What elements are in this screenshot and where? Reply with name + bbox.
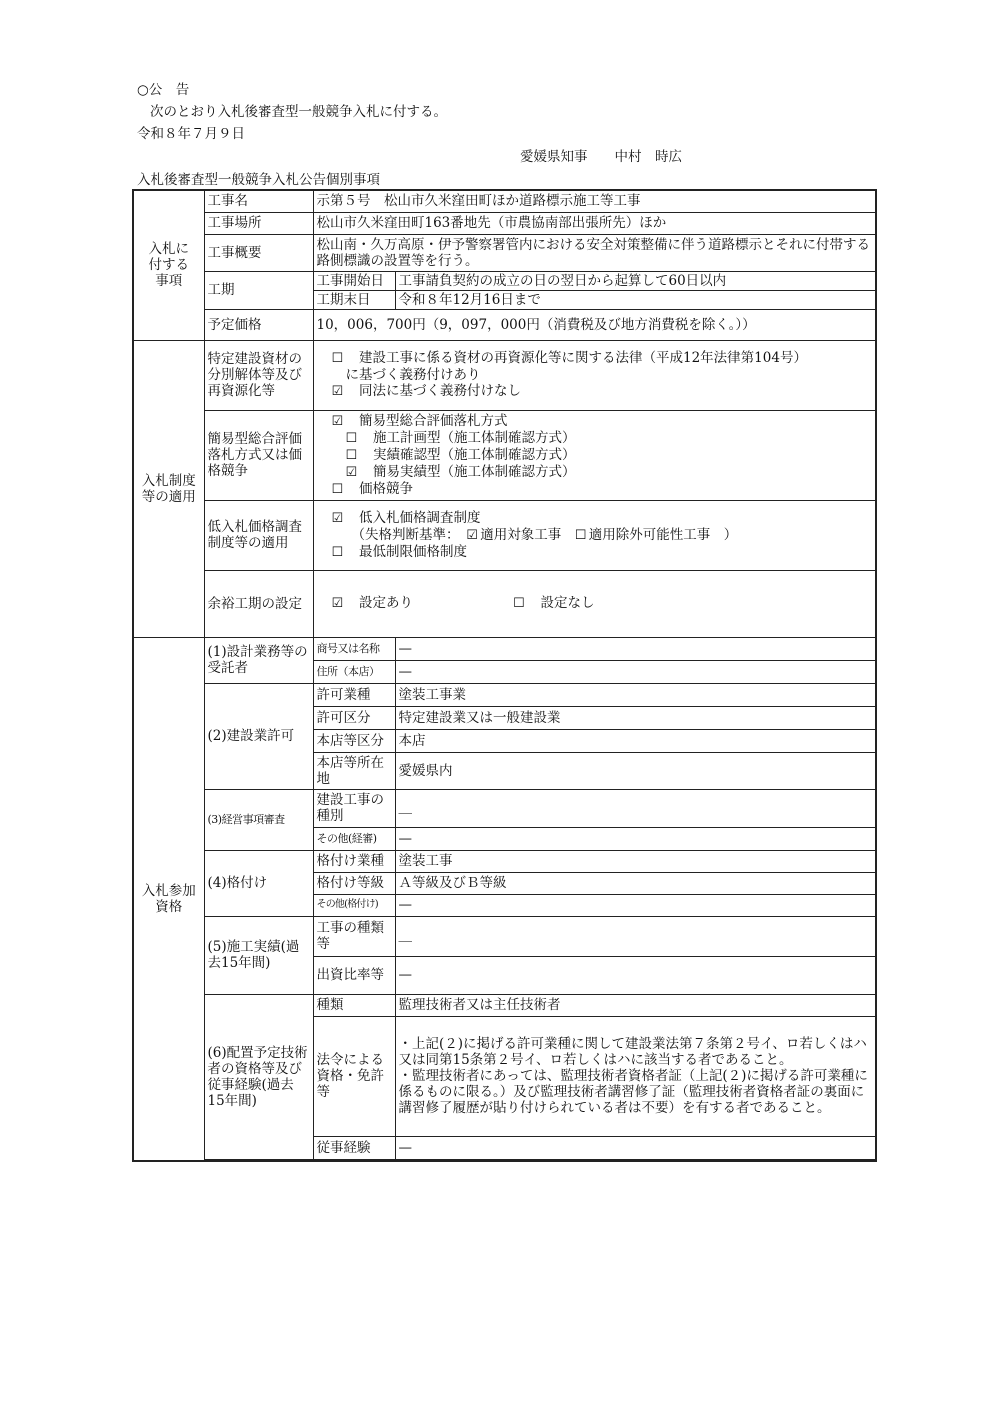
- issuer-name: 愛媛県知事 中村 時広: [520, 149, 682, 165]
- label-spare-period: 余裕工期の設定: [204, 570, 313, 637]
- value-office-class: 本店: [395, 729, 876, 752]
- table-row: [133, 271, 876, 290]
- label-construction-overview: 工事概要: [204, 234, 313, 271]
- label-experience: 従事経験: [313, 1136, 395, 1159]
- table-row: [133, 500, 876, 570]
- value-construction-overview: 松山南・久万高原・伊予警察署管内における安全対策整備に伴う道路標示とそれに付帯する路側標識の設置等を行う。: [313, 234, 876, 271]
- checkbox-checked-icon: ☑: [466, 527, 478, 543]
- table-row: [133, 234, 876, 271]
- table-row: [133, 916, 876, 956]
- table-row: [133, 850, 876, 872]
- label-rating-type: 格付け業種: [313, 850, 395, 872]
- label-track-record: (5)施工実績(過去15年間): [204, 916, 313, 994]
- value-address: —: [395, 660, 876, 683]
- table-row: [133, 190, 876, 212]
- value-rating-type: 塗装工事: [395, 850, 876, 872]
- table-row: [133, 789, 876, 827]
- label-rating-other: その他(格付け): [313, 894, 395, 916]
- category-qualification: 入札参加資格: [133, 637, 204, 1161]
- checkbox-checked-icon: ☑: [331, 413, 344, 429]
- label-rating-grade: 格付け等級: [313, 872, 395, 894]
- table-row: [133, 309, 876, 340]
- label-engineer: (6)配置予定技術者の資格等及び従事経験(過去15年間): [204, 994, 313, 1159]
- checkbox-empty-icon: ☐: [513, 596, 525, 611]
- checkbox-empty-icon: ☐: [331, 544, 344, 560]
- checkbox-empty-icon: ☐: [345, 430, 358, 446]
- label-start-date: 工事開始日: [313, 271, 395, 290]
- checkbox-checked-icon: ☑: [345, 464, 358, 480]
- value-low-bid-system: ☑ 低入札価格調査制度 （失格判断基準： ☑ 適用対象工事 ☐ 適用除外可能性工事 ） ☐ 最低制限価格制度: [313, 500, 876, 570]
- value-end-date: 令和８年12月16日まで: [395, 290, 876, 309]
- label-recycling: 特定建設資材の分別解体等及び再資源化等: [204, 340, 313, 410]
- value-construction-name: 示第５号 松山市久米窪田町ほか道路標示施工等工事: [313, 190, 876, 212]
- checkbox-empty-icon: ☐: [331, 481, 344, 497]
- table-row: [133, 637, 876, 660]
- value-construction-place: 松山市久米窪田町163番地先（市農協南部出張所先）ほか: [313, 212, 876, 234]
- checkbox-checked-icon: ☑: [331, 510, 344, 526]
- table-row-spacer: [133, 1159, 876, 1161]
- table-row: [133, 570, 876, 637]
- value-investment-ratio: —: [395, 956, 876, 994]
- notice-heading: ○公 告: [137, 82, 190, 98]
- label-design-contractor: (1)設計業務等の受託者: [204, 637, 313, 683]
- label-address: 住所（本店）: [313, 660, 395, 683]
- label-planned-price: 予定価格: [204, 309, 313, 340]
- value-other-review: —: [395, 827, 876, 850]
- value-engineer-kind: 監理技術者又は主任技術者: [395, 994, 876, 1016]
- value-planned-price: 10，006，700円（9，097，000円（消費税及び地方消費税を除く。））: [313, 309, 876, 340]
- label-period: 工期: [204, 271, 313, 309]
- notice-details-table: [132, 189, 877, 1162]
- label-management-review: (3)経営事項審査: [204, 789, 313, 850]
- table-title: 入札後審査型一般競争入札公告個別事項: [137, 172, 380, 188]
- table-row: [133, 410, 876, 500]
- value-experience: —: [395, 1136, 876, 1159]
- label-trade-name: 商号又は名称: [313, 637, 395, 660]
- label-license-class: 許可区分: [313, 706, 395, 729]
- label-engineer-kind: 種類: [313, 994, 395, 1016]
- value-work-type: ＿: [395, 916, 876, 956]
- label-license-type: 許可業種: [313, 683, 395, 706]
- label-rating: (4)格付け: [204, 850, 313, 916]
- label-low-bid-system: 低入札価格調査制度等の適用: [204, 500, 313, 570]
- label-work-type: 工事の種類等: [313, 916, 395, 956]
- value-license-type: 塗装工事業: [395, 683, 876, 706]
- value-office-location: 愛媛県内: [395, 752, 876, 789]
- table-row: [133, 340, 876, 410]
- label-construction-name: 工事名: [204, 190, 313, 212]
- label-investment-ratio: 出資比率等: [313, 956, 395, 994]
- table-row: [133, 683, 876, 706]
- checkbox-checked-icon: ☑: [331, 384, 344, 399]
- value-spare-period: ☑ 設定あり ☐ 設定なし: [313, 570, 876, 637]
- checkbox-checked-icon: ☑: [331, 596, 344, 611]
- value-start-date: 工事請負契約の成立の日の翌日から起算して60日以内: [395, 271, 876, 290]
- table-row: [133, 212, 876, 234]
- checkbox-empty-icon: ☐: [345, 447, 358, 463]
- value-rating-grade: Ａ等級及びＢ等級: [395, 872, 876, 894]
- value-trade-name: —: [395, 637, 876, 660]
- category-bid-items: 入札に付する事項: [133, 190, 204, 340]
- label-office-location: 本店等所在地: [313, 752, 395, 789]
- intro-text: 次のとおり入札後審査型一般競争入札に付する。: [150, 104, 447, 120]
- notice-date: 令和８年７月９日: [137, 126, 245, 142]
- value-evaluation-method: ☑ 簡易型総合評価落札方式 ☐ 施工計画型（施工体制確認方式） ☐ 実績確認型（施工体制確認方式） ☑ 簡易実績型（施工体制確認方式） ☐ 価格競争: [313, 410, 876, 500]
- category-bid-system: 入札制度等の適用: [133, 340, 204, 637]
- value-legal-qualification: ・上記(２)に掲げる許可業種に関して建設業法第７条第２号イ、ロ若しくはハ又は同第15条第２号イ、ロ若しくはハに該当する者であること。 ・監理技術者にあっては、監理技術者資格者証（上記(２)に掲げる許可業種に係るものに限る。）及び監理技術者講習修了証（監理技術者資格者証の裏面に講習修了履歴が貼り付けられている者は不要）を有する者であること。: [395, 1016, 876, 1136]
- table-row: [133, 994, 876, 1016]
- label-evaluation-method: 簡易型総合評価落札方式又は価格競争: [204, 410, 313, 500]
- label-other-review: その他(経審): [313, 827, 395, 850]
- value-license-class: 特定建設業又は一般建設業: [395, 706, 876, 729]
- label-office-class: 本店等区分: [313, 729, 395, 752]
- label-construction-kind: 建設工事の種別: [313, 789, 395, 827]
- value-recycling: ☐ 建設工事に係る資材の再資源化等に関する法律（平成12年法律第104号） に基づく義務付けあり ☑ 同法に基づく義務付けなし: [313, 340, 876, 410]
- checkbox-empty-icon: ☐: [331, 351, 344, 366]
- value-rating-other: —: [395, 894, 876, 916]
- label-legal-qualification: 法令による資格・免許等: [313, 1016, 395, 1136]
- checkbox-empty-icon: ☐: [574, 527, 587, 543]
- label-construction-place: 工事場所: [204, 212, 313, 234]
- label-construction-license: (2)建設業許可: [204, 683, 313, 789]
- value-construction-kind: ＿: [395, 789, 876, 827]
- label-end-date: 工期末日: [313, 290, 395, 309]
